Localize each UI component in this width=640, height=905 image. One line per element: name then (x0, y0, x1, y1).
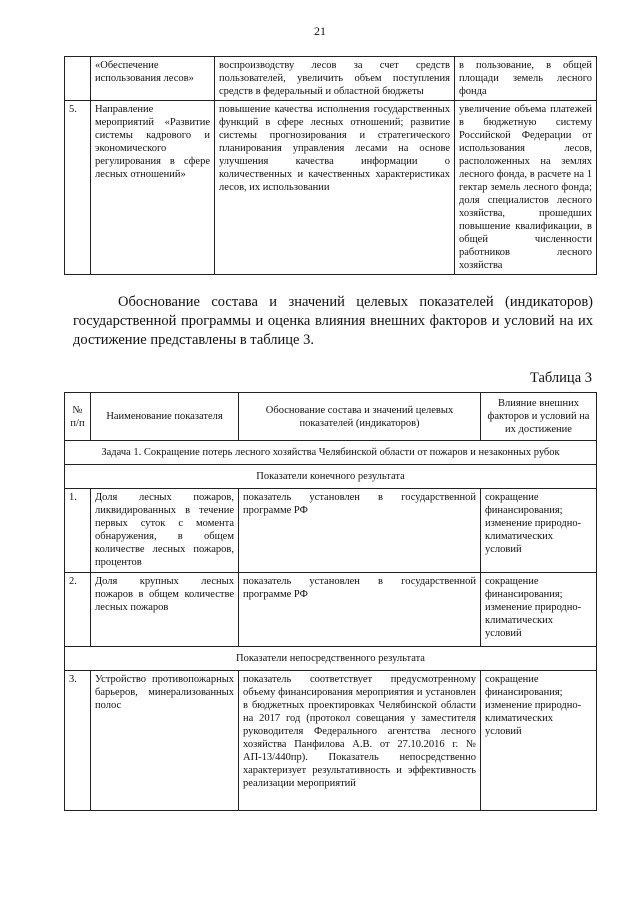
indicator-name: Доля лесных пожаров, ликвидированных в течение первых суток с момента обнаружения, в общем количестве лесных пожаров, процентов (91, 489, 239, 573)
table-row (65, 57, 597, 101)
section-row (65, 465, 597, 489)
indicators-cell: в пользование, в общей площади земель лесного фонда (455, 57, 597, 101)
activities-cell: повышение качества исполнения государственных функций в сфере лесных отношений; развитие системы прогнозирования и стратегического планирования управления лесами на основе улучшения качества информации о количественных и качественных характеристиках лесов, их использовании (215, 101, 455, 275)
section-row (65, 647, 597, 671)
indicator-influence: сокращение финансирования; изменение природно-климатических условий (481, 573, 597, 647)
row-number: 1. (65, 489, 91, 573)
indicators-cell: увеличение объема платежей в бюджетную систему Российской Федерации от использования лесов, расположенных на землях лесного фонда, в расчете на 1 гектар земель лесного фонда; доля специалистов лесного хозяйства, прошедших повышение квалификации, в общей численности работников лесного хозяйства (455, 101, 597, 275)
indicator-justification: показатель соответствует предусмотренному объему финансирования мероприятия и установлен в бюджетных проектировках Челябинской области на 2017 год (протокол совещания у заместителя руководителя Федерального агентства лесного хозяйства Панфилова А.В. от 27.10.2016 г. № АП-13/440пр). Показатель непосредственно характеризует результативность и эффективность реализации мероприятий (239, 671, 481, 811)
page-number: 21 (314, 24, 326, 38)
table-row (65, 489, 597, 573)
indicator-justification: показатель установлен в государственной программе РФ (239, 489, 481, 573)
indicator-justification: показатель установлен в государственной программе РФ (239, 573, 481, 647)
indicator-influence: сокращение финансирования; изменение природно-климатических условий (481, 671, 597, 811)
indicator-name: Устройство противопожарных барьеров, минерализованных полос (91, 671, 239, 811)
header-justification: Обоснование состава и значений целевых показателей (индикаторов) (239, 393, 481, 441)
table-row (65, 573, 597, 647)
row-number: 3. (65, 671, 91, 811)
section-final-results: Показатели конечного результата (65, 465, 597, 489)
direction-name: Направление мероприятий «Развитие системы кадрового и экономического регулирования в сфере лесных отношений» (91, 101, 215, 275)
table-caption: Таблица 3 (529, 370, 592, 386)
row-number: 5. (65, 101, 91, 275)
header-name: Наименование показателя (91, 393, 239, 441)
header-influence: Влияние внешних факторов и условий на их достижение (481, 393, 597, 441)
indicator-name: Доля крупных лесных пожаров в общем количестве лесных пожаров (91, 573, 239, 647)
indicator-influence: сокращение финансирования; изменение природно-климатических условий (481, 489, 597, 573)
activities-cell: воспроизводству лесов за счет средств пользователей, увеличить объем поступления средств в федеральный и областной бюджеты (215, 57, 455, 101)
table-row (65, 101, 597, 275)
activities-table-continuation (64, 56, 597, 275)
direction-name: «Обеспечение использования лесов» (91, 57, 215, 101)
table-row (65, 671, 597, 811)
row-number: 2. (65, 573, 91, 647)
table-header-row (65, 393, 597, 441)
header-num: № п/п (65, 393, 91, 441)
section-direct-results: Показатели непосредственного результата (65, 647, 597, 671)
task-row (65, 441, 597, 465)
row-number (65, 57, 91, 101)
task-title: Задача 1. Сокращение потерь лесного хозяйства Челябинской области от пожаров и незаконных рубок (65, 441, 597, 465)
table-3 (64, 392, 597, 811)
intro-paragraph: Обоснование состава и значений целевых показателей (индикаторов) государственной программы и оценка влияния внешних факторов и условий на их достижение представлены в таблице 3. (73, 294, 593, 348)
